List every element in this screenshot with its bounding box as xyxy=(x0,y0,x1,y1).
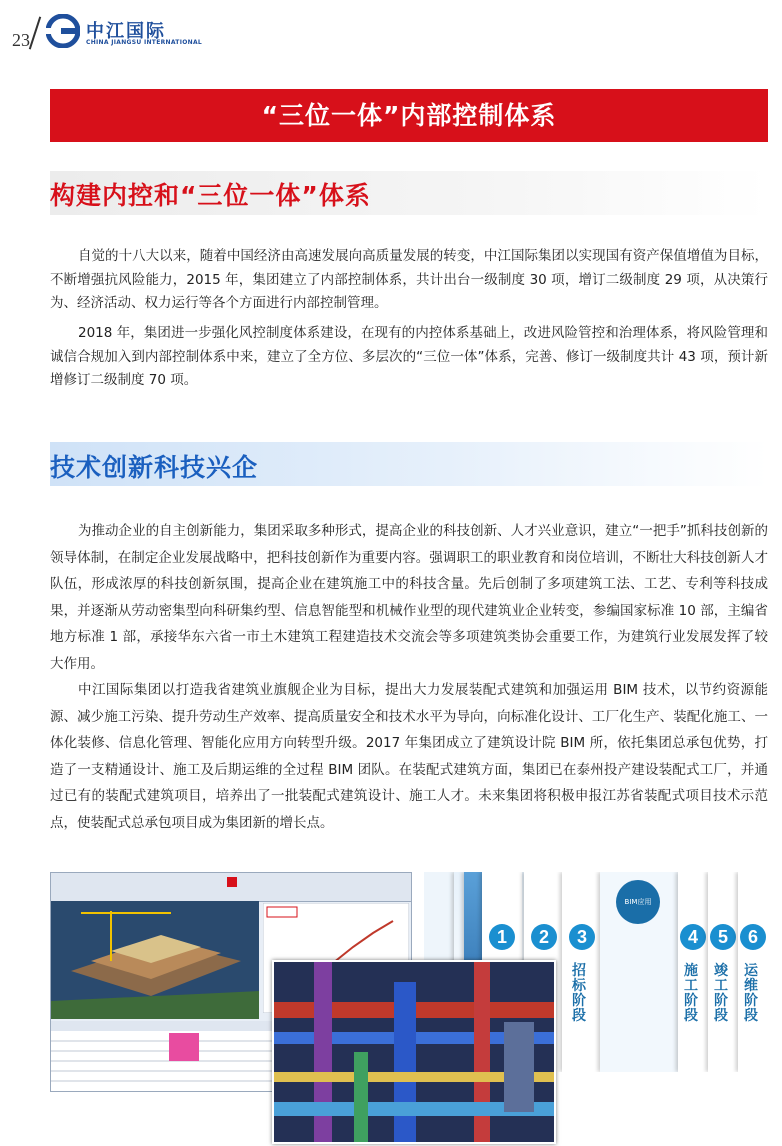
card-label: 招标阶段 xyxy=(572,963,586,1024)
timeline-marker xyxy=(227,877,237,887)
section2-title: 技术创新科技兴企 xyxy=(50,453,259,482)
card-number: 2 xyxy=(531,924,557,950)
logo-text-en: CHINA JIANGSU INTERNATIONAL xyxy=(86,39,203,46)
card-label: 运维阶段 xyxy=(744,963,758,1024)
page-header xyxy=(0,0,782,70)
section1-paragraph-2: 2018 年，集团进一步强化风控制度体系建设，在现有的内控体系基础上，改进风险管控和治理体系，将风险管理和诚信合规加入到内部控制体系中来，建立了全方位、多层次的“三位一体”体系，完善、修订一级制度共计 43 项，预计新增修订二级制度 70 项。 xyxy=(50,325,768,388)
card-number: 6 xyxy=(740,924,766,950)
card-stage-4 xyxy=(678,872,708,1072)
card-label: 施工阶段 xyxy=(684,963,698,1024)
card-number: 5 xyxy=(710,924,736,950)
card-stage-3 xyxy=(562,872,602,1072)
mep-pipe-rendering xyxy=(272,960,556,1144)
header-divider xyxy=(29,17,41,50)
card-number: 4 xyxy=(680,924,706,950)
section1-paragraph-1: 自觉的十八大以来，随着中国经济由高速发展向高质量发展的转变，中江国际集团以实现国有资产保值增值为目标，不断增强抗风险能力，2015 年，集团建立了内部控制体系，共计出台一级制度 30 项，增订二级制度 29 项，从决策行为、经济活动、权力运行等各个方面进行内部控制管理。 xyxy=(50,248,768,311)
company-logo-icon xyxy=(46,14,80,48)
pipe-render-graphic xyxy=(274,962,554,1142)
bim-center-badge: BIM应用 xyxy=(616,880,660,924)
software-toolbar xyxy=(51,873,411,902)
card-number: 1 xyxy=(489,924,515,950)
section1-title: 构建内控和“三位一体”体系 xyxy=(50,181,371,210)
card-stage-6 xyxy=(738,872,768,1072)
card-bim-center xyxy=(600,872,680,1072)
card-stage-5 xyxy=(708,872,738,1072)
3d-building-model xyxy=(51,901,259,1019)
card-number: 3 xyxy=(569,924,595,950)
page-number: 23 xyxy=(12,30,30,50)
logo-text-cn: 中江国际 xyxy=(86,21,166,42)
section-banner xyxy=(50,89,768,142)
section2-paragraph-2: 中江国际集团以打造我省建筑业旗舰企业为目标，提出大力发展装配式建筑和加强运用 BIM 技术，以节约资源能源、减少施工污染、提升劳动生产效率、提高质量安全和技术水平为导向，向标准化设计、工厂化生产、装配化施工、一体化装修、信息化管理、智能化应用方向转型升级。2017 年集团成立了建筑设计院 BIM 所，依托集团总承包优势，打造了一支精通设计、施工及后期运维的全过程 BIM 团队。在装配式建筑方面，集团已在泰州投产建设装配式工厂，并通过已有的装配式建筑项目，培养出了一批装配式建筑设计、施工人才。未来集团将积极申报江苏省装配式项目技术示范点，使装配式总承包项目成为集团新的增长点。 xyxy=(50,682,768,831)
banner-title: “三位一体”内部控制体系 xyxy=(261,101,557,130)
section2-paragraph-1: 为推动企业的自主创新能力，集团采取多种形式，提高企业的科技创新、人才兴业意识，建立“一把手”抓科技创新的领导体制，在制定企业发展战略中，把科技创新作为重要内容。强调职工的职业教育和岗位培训，不断壮大科技创新人才队伍，形成浓厚的科技创新氛围，提高企业在建筑施工中的科技含量。先后创制了多项建筑工法、工艺、专利等科技成果，并逐渐从劳动密集型向科研集约型、信息智能型和机械作业型的现代建筑业企业转变，参编国家标准 10 部，主编省地方标准 1 部，承接华东六省一市土木建筑工程建造技术交流会等多项建筑类协会重要工作，为建筑行业发展发挥了较大作用。 xyxy=(50,523,768,672)
card-label: 竣工阶段 xyxy=(714,963,728,1024)
